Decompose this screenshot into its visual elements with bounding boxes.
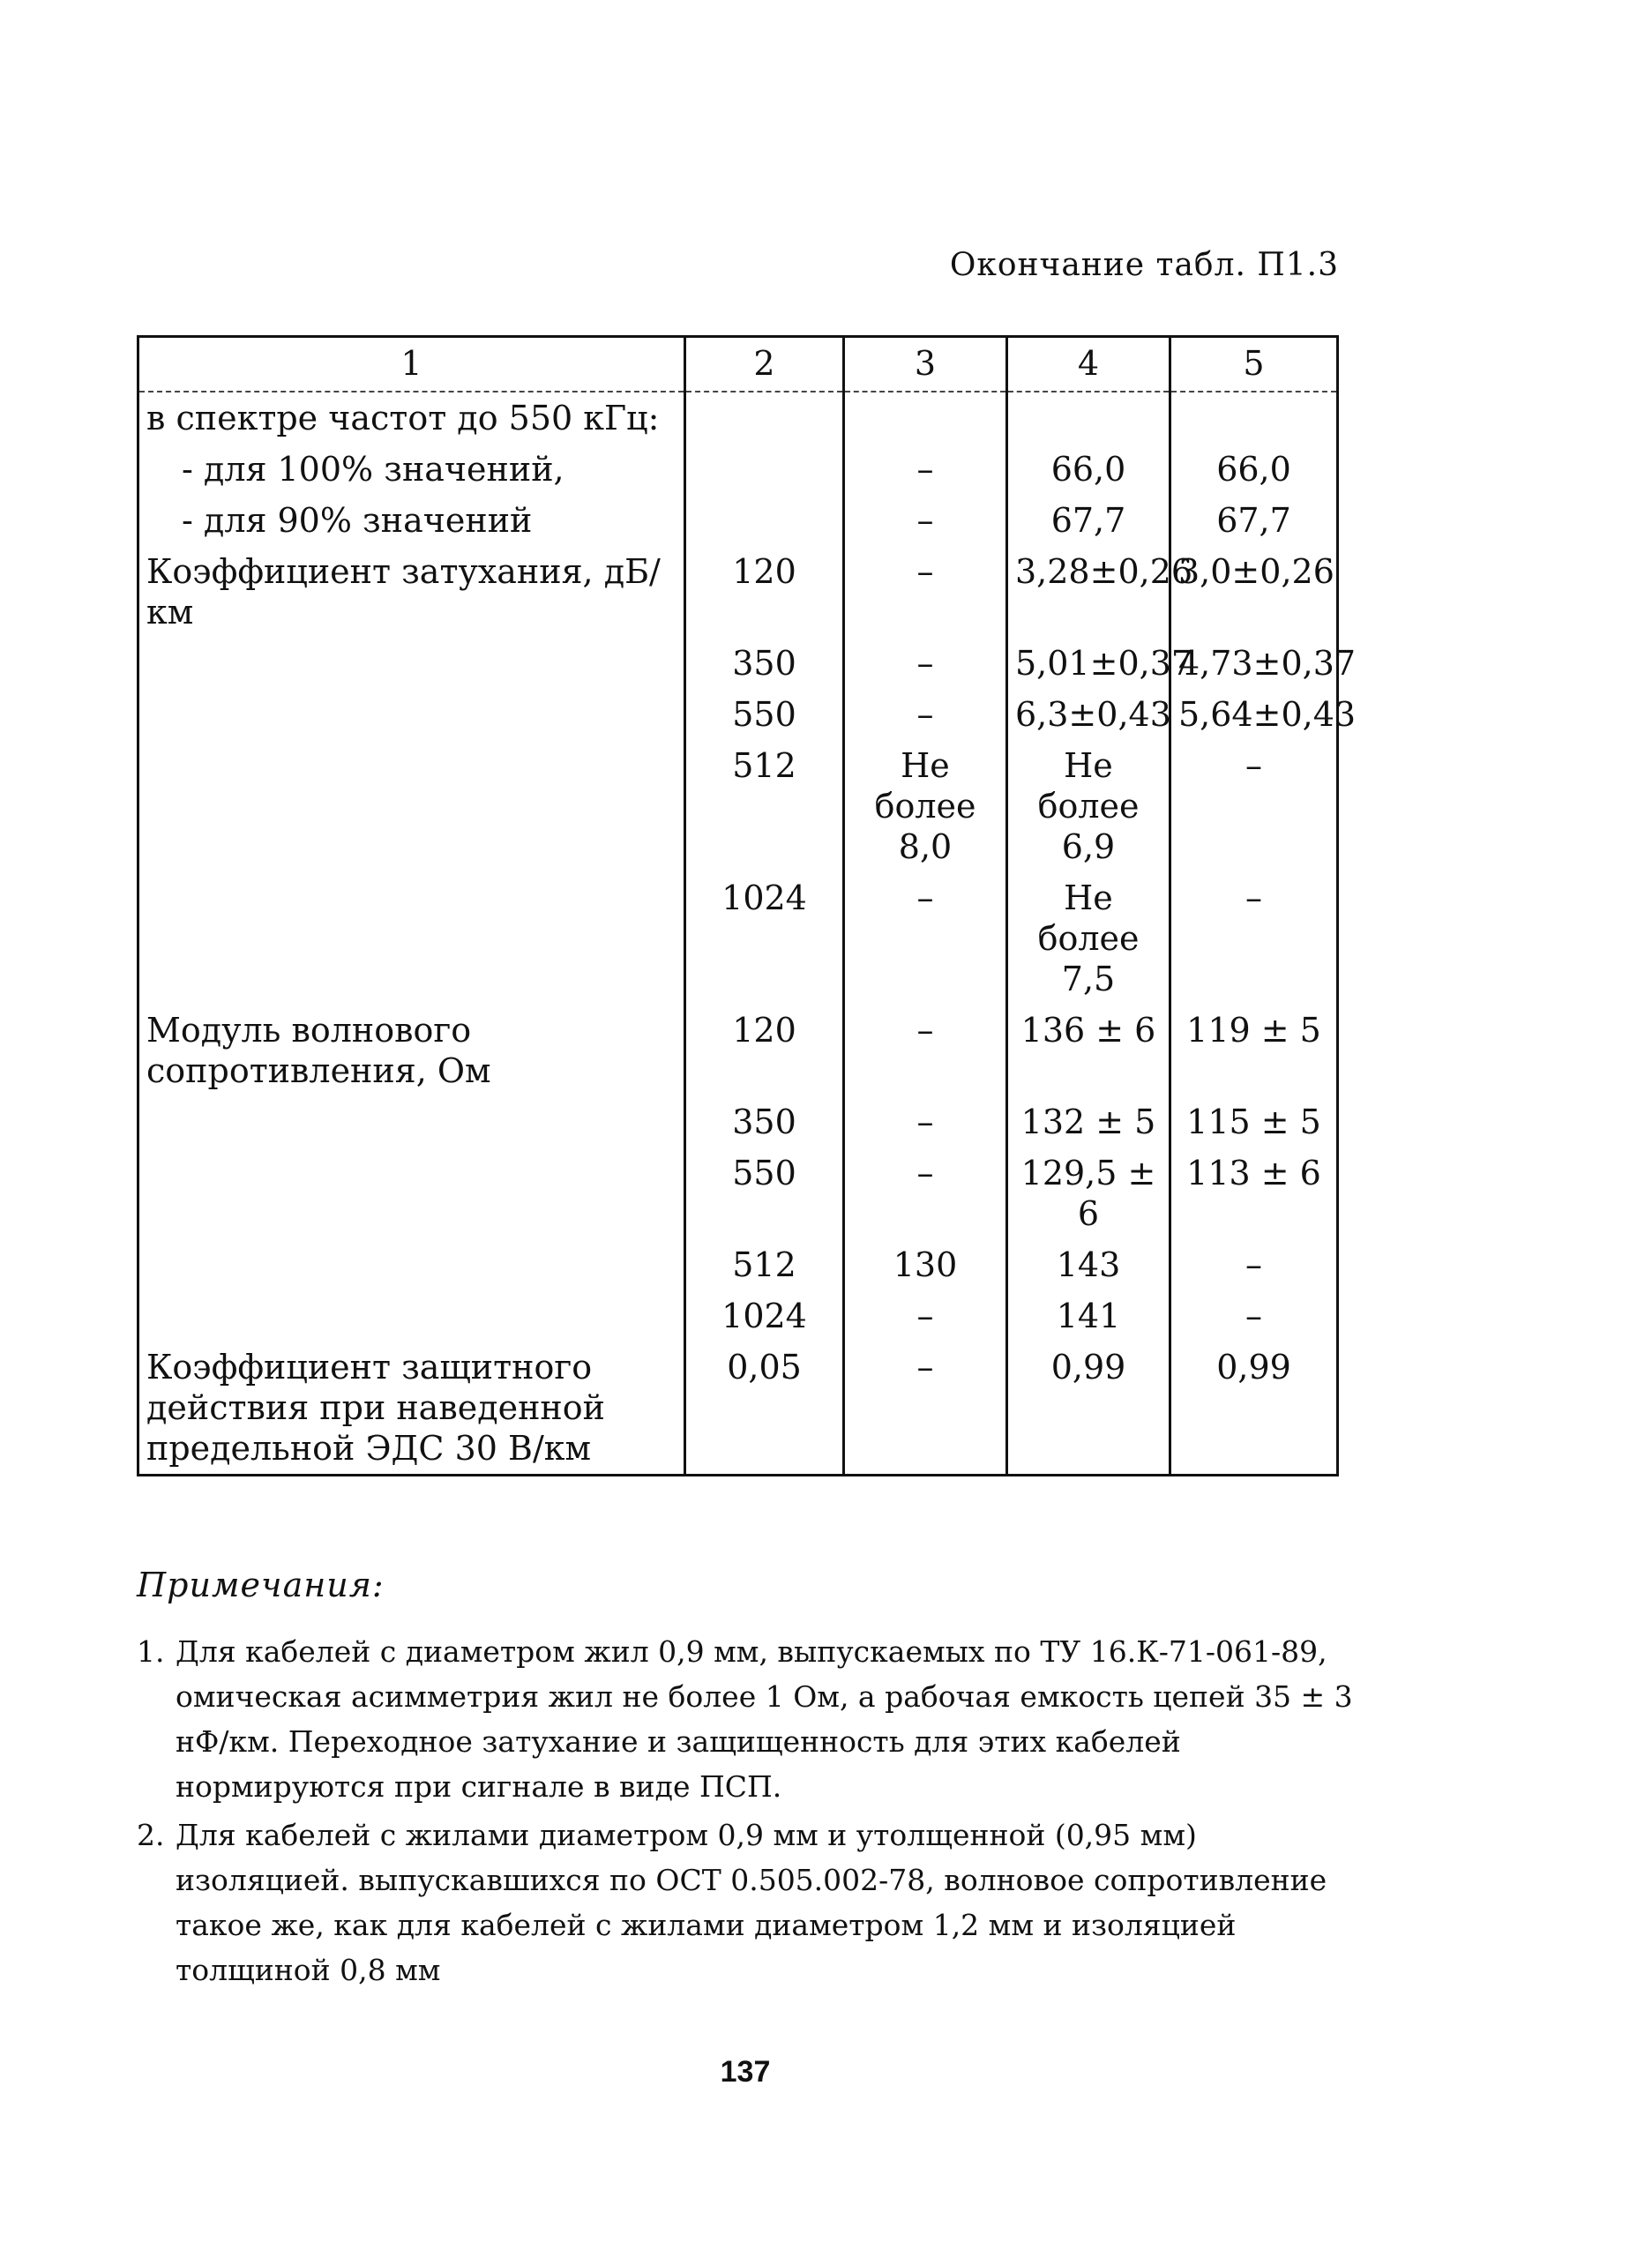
- table-row: [138, 444, 1338, 495]
- table-caption: Окончание табл. П1.3: [949, 247, 1339, 283]
- table-row: [138, 495, 1338, 546]
- value-cell: Не более 6,9: [1007, 740, 1170, 872]
- parameter-cell: [138, 689, 685, 740]
- table-row: [138, 1096, 1338, 1147]
- value-cell: 67,7: [1007, 495, 1170, 546]
- table-row: [138, 740, 1338, 872]
- table-row: [138, 638, 1338, 689]
- value-cell: 141: [1007, 1290, 1170, 1342]
- value-cell: [1007, 392, 1170, 444]
- value-cell: 512: [685, 1239, 844, 1290]
- table-row: [138, 392, 1338, 444]
- notes-title: Примечания:: [137, 1566, 385, 1604]
- column-header: 5: [1170, 337, 1338, 392]
- value-cell: 0,05: [685, 1342, 844, 1476]
- parameter-cell: [138, 1239, 685, 1290]
- value-cell: Не более 8,0: [844, 740, 1007, 872]
- value-cell: 3,0±0,26: [1170, 546, 1338, 638]
- value-cell: –: [844, 689, 1007, 740]
- value-cell: 143: [1007, 1239, 1170, 1290]
- note-text: Для кабелей с диаметром жил 0,9 мм, выпускаемых по ТУ 16.К-71-061-89, омическая асимметрия жил не более 1 Ом, а рабочая емкость цепей 35 ± 3 нФ/км. Переходное затухание и защищенность для этих кабелей нормируются при сигнале в виде ПСП.: [176, 1634, 1353, 1804]
- value-cell: 0,99: [1007, 1342, 1170, 1476]
- parameter-cell: в спектре частот до 550 кГц:: [138, 392, 685, 444]
- value-cell: 3,28±0,26: [1007, 546, 1170, 638]
- value-cell: 113 ± 6: [1170, 1147, 1338, 1239]
- parameter-cell: - для 100% значений,: [138, 444, 685, 495]
- value-cell: –: [844, 1147, 1007, 1239]
- parameter-cell: [138, 1147, 685, 1239]
- value-cell: –: [844, 638, 1007, 689]
- value-cell: –: [844, 1005, 1007, 1096]
- value-cell: 550: [685, 1147, 844, 1239]
- value-cell: 115 ± 5: [1170, 1096, 1338, 1147]
- table-row: [138, 1005, 1338, 1096]
- note-item: [137, 1629, 1363, 1809]
- value-cell: 120: [685, 1005, 844, 1096]
- value-cell: 4,73±0,37: [1170, 638, 1338, 689]
- table-row: [138, 546, 1338, 638]
- value-cell: Не более 7,5: [1007, 872, 1170, 1005]
- value-cell: 132 ± 5: [1007, 1096, 1170, 1147]
- data-table: [137, 335, 1357, 1476]
- value-cell: –: [1170, 1239, 1338, 1290]
- value-cell: 1024: [685, 1290, 844, 1342]
- value-cell: 120: [685, 546, 844, 638]
- table-row: [138, 1239, 1338, 1290]
- parameter-cell: [138, 1290, 685, 1342]
- parameter-cell: - для 90% значений: [138, 495, 685, 546]
- value-cell: –: [844, 1096, 1007, 1147]
- value-cell: [1170, 392, 1338, 444]
- value-cell: –: [1170, 872, 1338, 1005]
- table-row: [138, 872, 1338, 1005]
- column-header: 2: [685, 337, 844, 392]
- table-row: [138, 1342, 1338, 1476]
- page-number: 137: [720, 2055, 771, 2089]
- value-cell: –: [844, 872, 1007, 1005]
- value-cell: 6,3±0,43: [1007, 689, 1170, 740]
- value-cell: [685, 444, 844, 495]
- table-row: [138, 1147, 1338, 1239]
- value-cell: –: [844, 546, 1007, 638]
- parameter-cell: Коэффициент затухания, дБ/км: [138, 546, 685, 638]
- value-cell: 512: [685, 740, 844, 872]
- value-cell: –: [844, 495, 1007, 546]
- value-cell: 130: [844, 1239, 1007, 1290]
- value-cell: 119 ± 5: [1170, 1005, 1338, 1096]
- notes-section: [137, 1566, 1363, 1996]
- column-header: 1: [138, 337, 685, 392]
- table-row: [138, 689, 1338, 740]
- value-cell: 1024: [685, 872, 844, 1005]
- parameter-cell: Модуль волнового сопротивления, Ом: [138, 1005, 685, 1096]
- parameter-cell: Коэффициент защитного действия при наведенной предельной ЭДС 30 В/км: [138, 1342, 685, 1476]
- note-item: [137, 1813, 1363, 1992]
- value-cell: –: [1170, 740, 1338, 872]
- value-cell: 5,64±0,43: [1170, 689, 1338, 740]
- column-header: 3: [844, 337, 1007, 392]
- data-table-container: [137, 335, 1357, 1476]
- value-cell: 0,99: [1170, 1342, 1338, 1476]
- value-cell: 129,5 ± 6: [1007, 1147, 1170, 1239]
- note-number: 2.: [137, 1818, 165, 1852]
- parameter-cell: [138, 872, 685, 1005]
- value-cell: 5,01±0,37: [1007, 638, 1170, 689]
- table-row: [138, 1290, 1338, 1342]
- value-cell: [844, 392, 1007, 444]
- parameter-cell: [138, 1096, 685, 1147]
- note-number: 1.: [137, 1634, 165, 1669]
- column-header: 4: [1007, 337, 1170, 392]
- value-cell: –: [844, 1290, 1007, 1342]
- value-cell: 350: [685, 1096, 844, 1147]
- value-cell: 66,0: [1170, 444, 1338, 495]
- value-cell: [685, 392, 844, 444]
- parameter-cell: [138, 638, 685, 689]
- parameter-cell: [138, 740, 685, 872]
- value-cell: 550: [685, 689, 844, 740]
- value-cell: –: [1170, 1290, 1338, 1342]
- value-cell: 350: [685, 638, 844, 689]
- value-cell: –: [844, 1342, 1007, 1476]
- value-cell: 136 ± 6: [1007, 1005, 1170, 1096]
- note-text: Для кабелей с жилами диаметром 0,9 мм и утолщенной (0,95 мм) изоляцией. выпускавшихся по ОСТ 0.505.002-78, волновое сопротивление такое же, как для кабелей с жилами диаметром 1,2 мм и изоляцией толщиной 0,8 мм: [176, 1818, 1327, 1987]
- value-cell: –: [844, 444, 1007, 495]
- value-cell: [685, 495, 844, 546]
- value-cell: 67,7: [1170, 495, 1338, 546]
- table-header-row: [138, 337, 1338, 392]
- value-cell: 66,0: [1007, 444, 1170, 495]
